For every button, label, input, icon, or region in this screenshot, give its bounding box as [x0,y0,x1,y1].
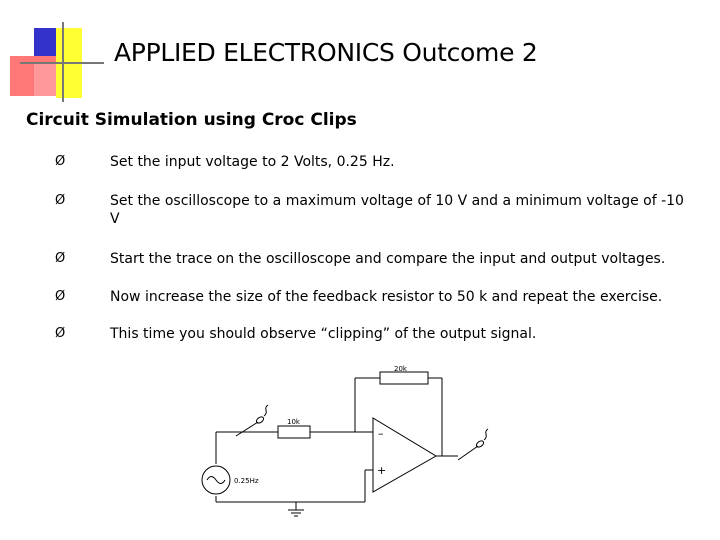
list-item-text: Now increase the size of the feedback resistor to 50 k and repeat the exercise. [110,289,663,305]
list-item-text: Set the input voltage to 2 Volts, 0.25 Hz. [110,154,395,170]
circuit-diagram [200,360,510,530]
input-probe-icon [236,405,268,436]
bullet-arrow-icon: Ø [55,154,66,169]
deco-blue-square-2 [56,28,82,62]
input-resistor-label: 10k [287,418,300,426]
bullet-arrow-icon: Ø [55,251,66,266]
page-title: APPLIED ELECTRONICS Outcome 2 [114,38,538,67]
non-inverting-input-sign: + [377,464,387,477]
deco-horizontal-line [20,62,104,64]
section-subtitle: Circuit Simulation using Croc Clips [26,110,357,130]
list-item-text: This time you should observe “clipping” of the output signal. [110,326,537,342]
deco-yellow-lower [34,62,56,96]
bullet-arrow-icon: Ø [55,326,66,341]
list-item-text: Start the trace on the oscilloscope and compare the input and output voltages. [110,251,666,267]
ground-icon [288,510,304,516]
source-frequency-label: 0.25Hz [234,477,259,485]
bullet-arrow-icon: Ø [55,289,66,304]
feedback-resistor [380,372,428,384]
inverting-input-sign: – [378,427,384,440]
feedback-resistor-label: 20k [394,365,407,373]
input-resistor [278,426,310,438]
list-item-text: Set the oscilloscope to a maximum voltage of 10 V and a minimum voltage of -10 V [110,193,684,227]
output-probe-icon [458,429,488,460]
bullet-arrow-icon: Ø [55,193,66,208]
